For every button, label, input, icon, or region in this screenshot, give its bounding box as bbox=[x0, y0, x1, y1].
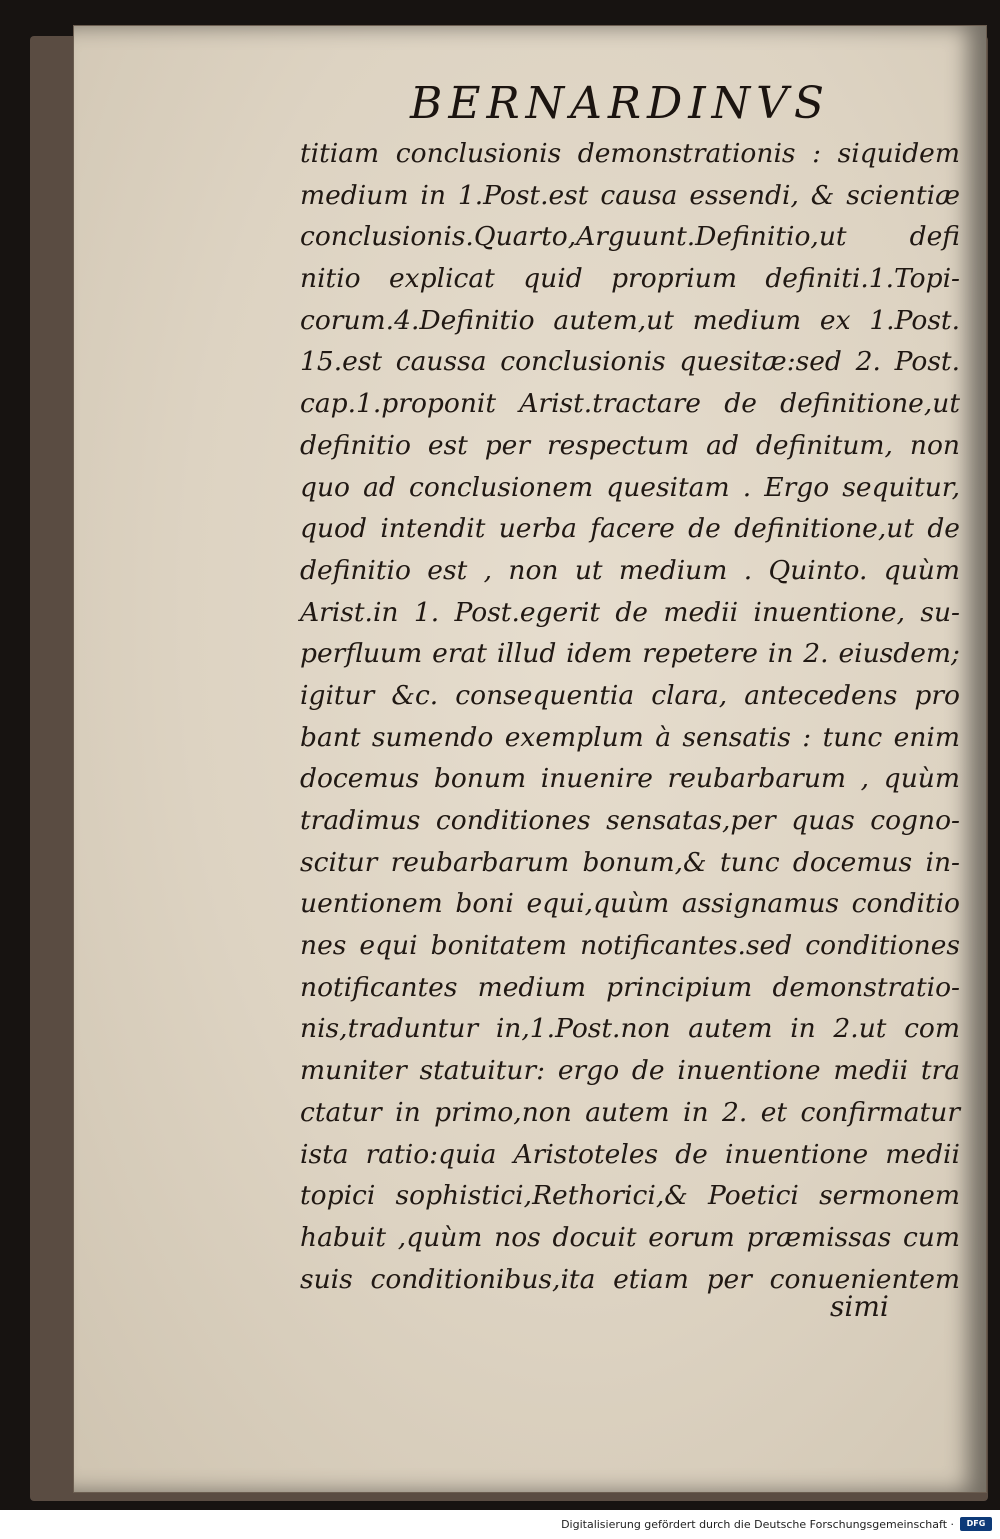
funding-credit: Digitalisierung gefördert durch die Deutsche Forschungsgemeinschaft · bbox=[561, 1518, 954, 1531]
dfg-logo-icon bbox=[960, 1517, 992, 1531]
page-body-text bbox=[300, 133, 960, 1300]
text-line: nes equi bonitatem notificantes.sed conditiones bbox=[300, 930, 960, 962]
text-line: 15.est caussa conclusionis quesitæ:sed 2. Post. bbox=[300, 346, 960, 378]
text-line: definitio est per respectum ad definitum, non bbox=[300, 429, 960, 461]
text-line: suis conditionibus,ita etiam per conuenientem bbox=[300, 1263, 960, 1295]
text-line: uentionem boni equi,quùm assignamus conditio bbox=[300, 888, 960, 920]
footer-bar bbox=[0, 1510, 1000, 1539]
text-line: ista ratio:quia Aristoteles de inuentione medii bbox=[300, 1138, 960, 1170]
text-line: docemus bonum inuenire reubarbarum , quùm bbox=[300, 763, 960, 795]
text-line: conclusionis.Quarto,Arguunt.Definitio,ut defi bbox=[300, 221, 960, 253]
text-line: ctatur in primo,non autem in 2. et confirmatur bbox=[300, 1096, 960, 1128]
text-line: quo ad conclusionem quesitam . Ergo sequitur, bbox=[300, 471, 960, 503]
text-line: scitur reubarbarum bonum,& tunc docemus in- bbox=[300, 846, 960, 878]
dfg-logo-label: DFG bbox=[966, 1519, 986, 1528]
text-line: quod intendit uerba facere de definitione,ut de bbox=[300, 513, 960, 545]
text-line: cap.1.proponit Arist.tractare de definitione,ut bbox=[300, 388, 960, 420]
text-line: corum.4.Definitio autem,ut medium ex 1.Post. bbox=[300, 304, 960, 336]
text-line: nitio explicat quid proprium definiti.1.Topi- bbox=[300, 263, 960, 295]
text-line: tradimus conditiones sensatas,per quas cogno- bbox=[300, 805, 960, 836]
text-line: topici sophistici,Rethorici,& Poetici sermonem bbox=[300, 1180, 960, 1212]
text-line: bant sumendo exemplum à sensatis : tunc enim bbox=[300, 721, 960, 753]
running-title: BERNARDINVS bbox=[410, 78, 831, 129]
text-line: igitur &c. consequentia clara, antecedens pro bbox=[300, 679, 960, 711]
catchword: simi bbox=[830, 1290, 889, 1323]
text-line: habuit ,quùm nos docuit eorum præmissas cum bbox=[300, 1221, 960, 1253]
text-line: definitio est , non ut medium . Quinto. quùm bbox=[300, 554, 960, 586]
text-line: perfluum erat illud idem repetere in 2. eiusdem; bbox=[300, 638, 960, 670]
text-line: nis,traduntur in,1.Post.non autem in 2.ut com bbox=[300, 1013, 960, 1045]
text-line: muniter statuitur: ergo de inuentione medii tra bbox=[300, 1055, 960, 1087]
text-line: medium in 1.Post.est causa essendi, & scientiæ bbox=[300, 179, 960, 211]
text-line: titiam conclusionis demonstrationis : siquidem bbox=[300, 138, 960, 169]
text-line: Arist.in 1. Post.egerit de medii inuentione, su- bbox=[300, 596, 960, 628]
text-line: notificantes medium principium demonstratio- bbox=[300, 971, 960, 1003]
